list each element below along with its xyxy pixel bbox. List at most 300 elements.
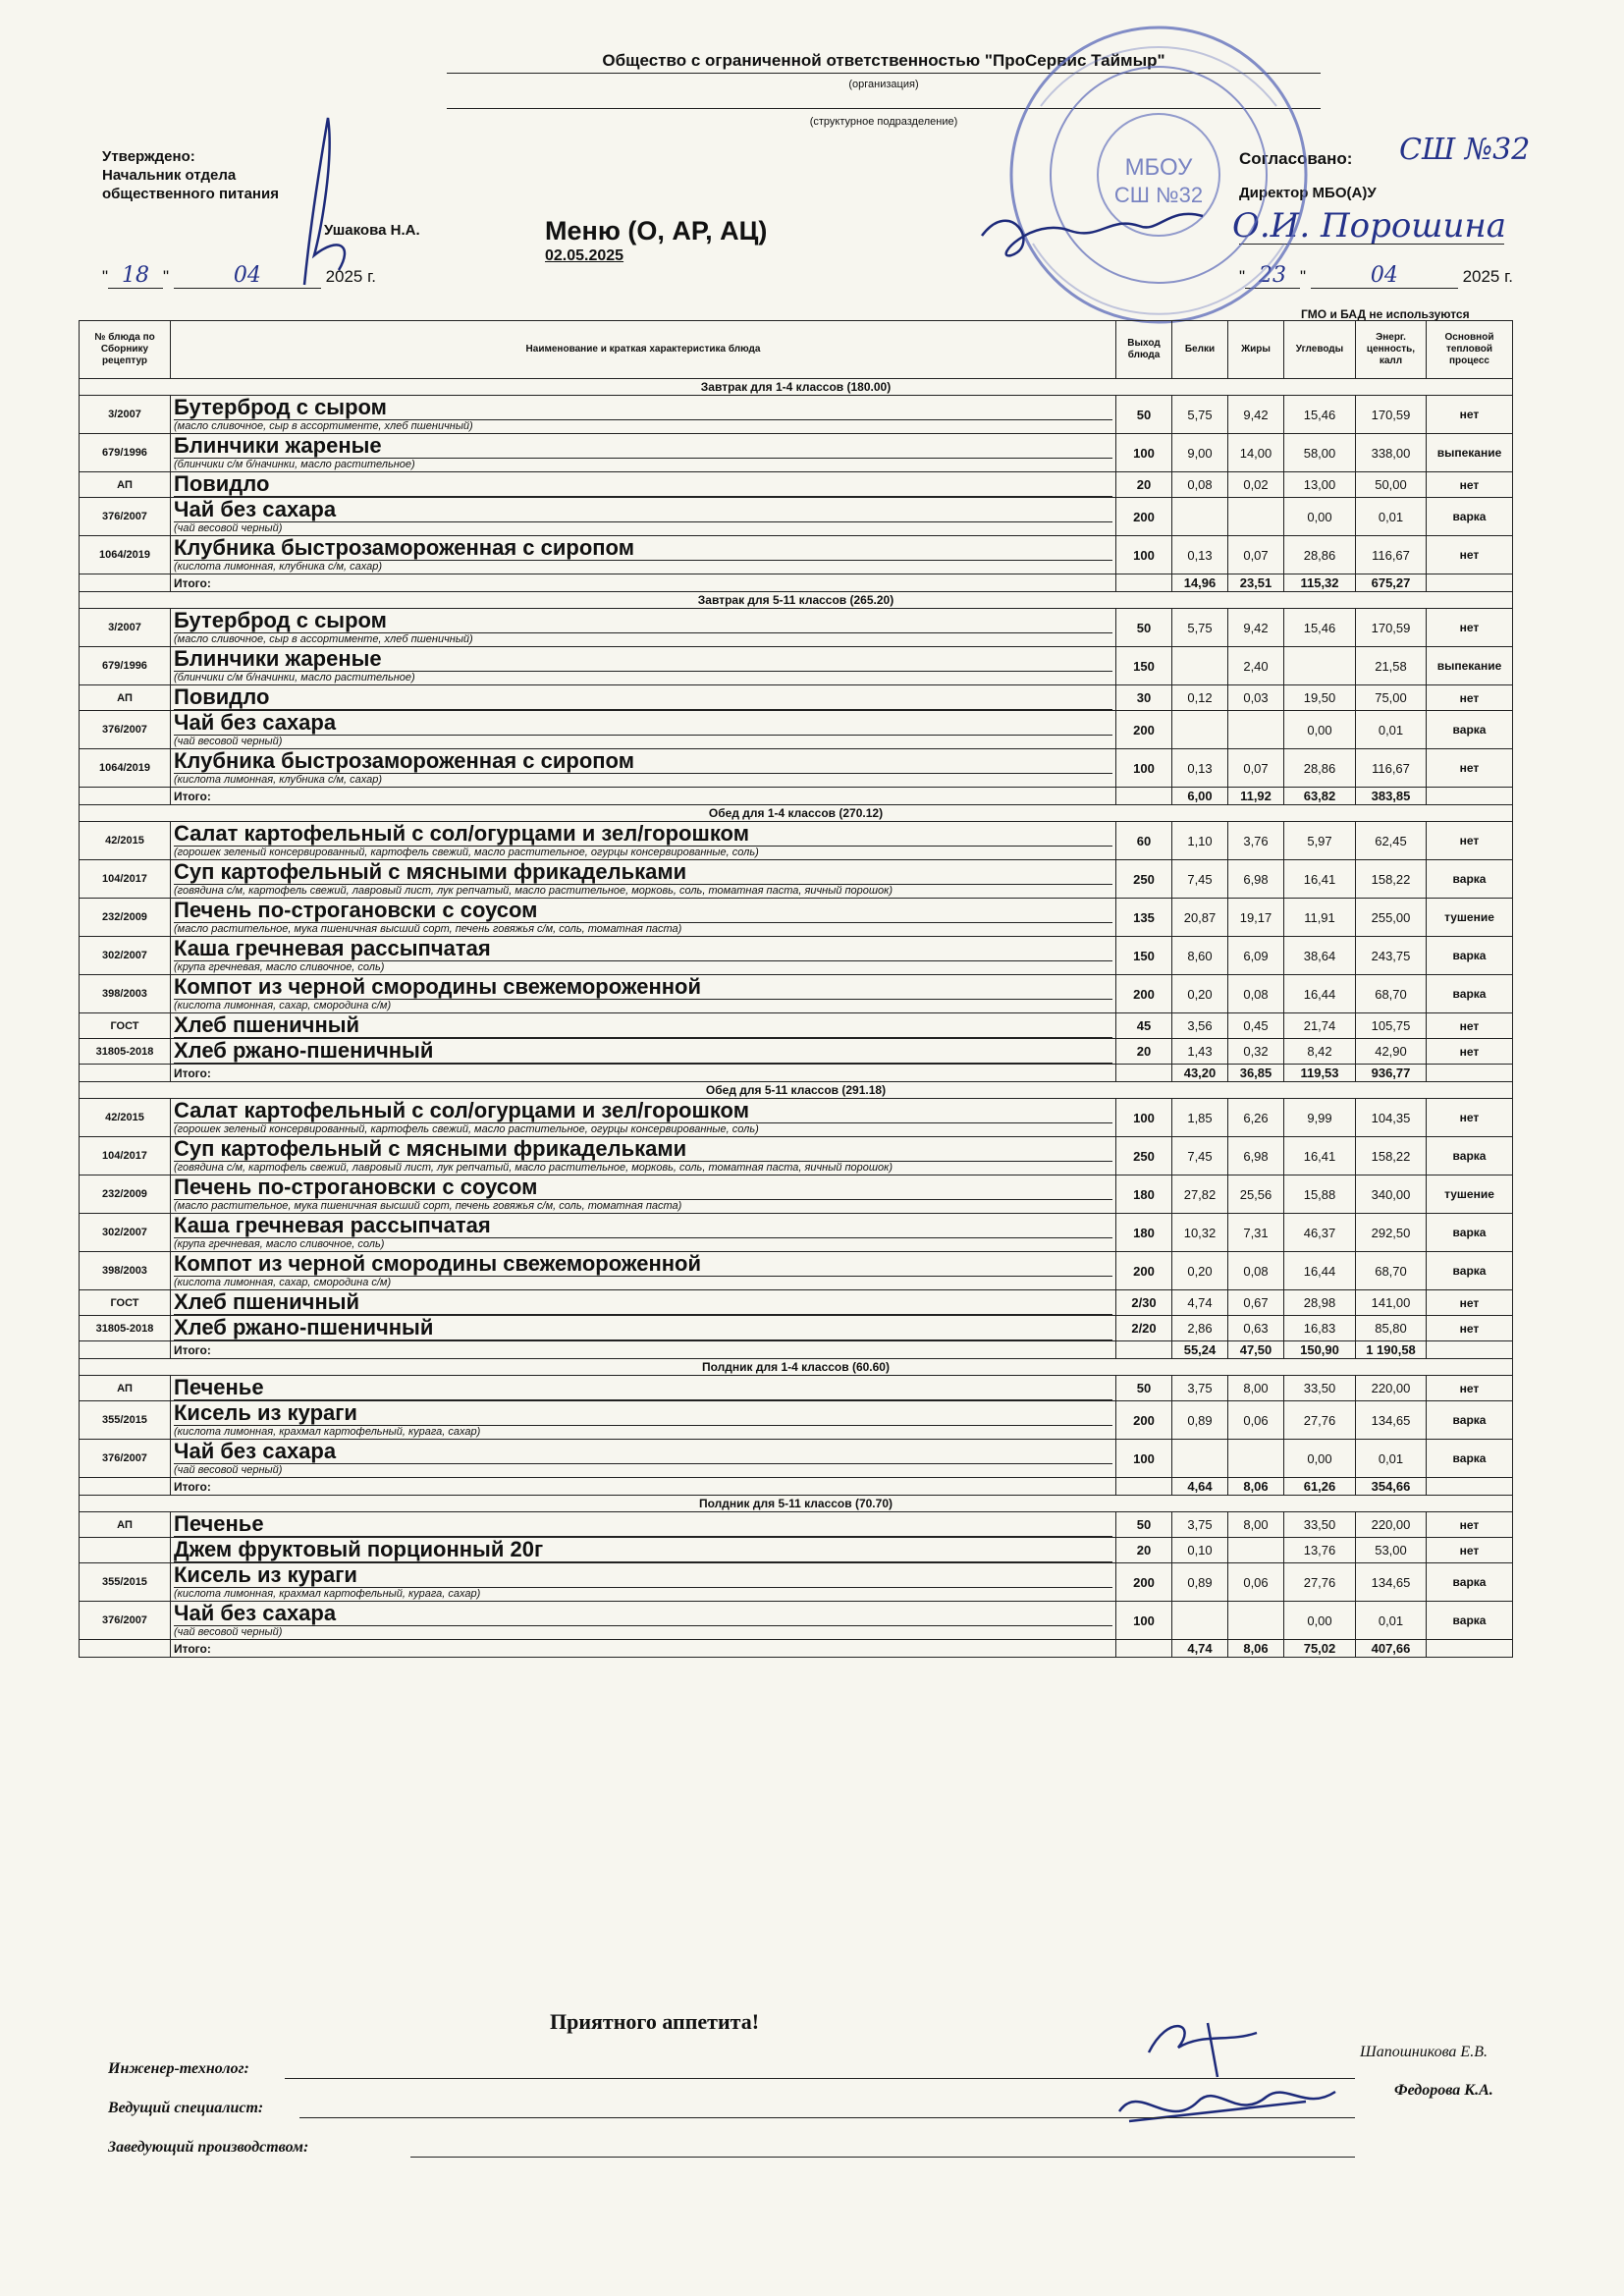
section-row [80, 1496, 1513, 1512]
dish-energy: 62,45 [1356, 822, 1427, 860]
dish-name: Хлеб пшеничный [174, 1290, 1112, 1315]
approver-signature-icon [245, 98, 383, 295]
agreed-year: 2025 г. [1462, 267, 1513, 286]
dish-energy: 220,00 [1356, 1512, 1427, 1538]
dish-energy: 0,01 [1356, 1602, 1427, 1640]
dish-process: нет [1427, 472, 1513, 498]
table-row [80, 1252, 1513, 1290]
dish-fat: 3,76 [1228, 822, 1284, 860]
table-row [80, 822, 1513, 860]
dish-process: нет [1427, 396, 1513, 434]
table-row [80, 609, 1513, 647]
total-label: Итого: [171, 1065, 1116, 1082]
total-energy: 383,85 [1356, 788, 1427, 805]
dish-carbs: 0,00 [1284, 711, 1356, 749]
dish-protein: 5,75 [1172, 609, 1228, 647]
total-label: Итого: [171, 574, 1116, 592]
dish-cell [171, 749, 1116, 788]
dish-cell [171, 536, 1116, 574]
table-row [80, 1316, 1513, 1341]
dish-energy: 243,75 [1356, 937, 1427, 975]
table-row [80, 975, 1513, 1013]
section-title: Завтрак для 1-4 классов (180.00) [80, 379, 1513, 396]
dish-fat: 0,08 [1228, 975, 1284, 1013]
dish-fat: 6,09 [1228, 937, 1284, 975]
dish-process: нет [1427, 1538, 1513, 1563]
dish-protein: 4,74 [1172, 1290, 1228, 1316]
engineer-line [285, 2078, 1355, 2079]
dish-process: варка [1427, 1137, 1513, 1175]
dish-code: АП [80, 685, 171, 711]
dish-code: АП [80, 1512, 171, 1538]
dish-name: Хлеб пшеничный [174, 1013, 1112, 1038]
dish-code: 1064/2019 [80, 536, 171, 574]
dish-process: тушение [1427, 899, 1513, 937]
dish-fat: 2,40 [1228, 647, 1284, 685]
dish-process: тушение [1427, 1175, 1513, 1214]
total-empty [80, 1640, 171, 1658]
stamp-center-text: МБОУ [1124, 154, 1193, 181]
total-row [80, 1478, 1513, 1496]
dish-cell [171, 1252, 1116, 1290]
dish-cell [171, 860, 1116, 899]
dish-carbs: 28,86 [1284, 749, 1356, 788]
dish-output: 20 [1116, 1039, 1172, 1065]
table-row [80, 1512, 1513, 1538]
dish-carbs: 28,98 [1284, 1290, 1356, 1316]
dish-output: 100 [1116, 1099, 1172, 1137]
total-row [80, 1640, 1513, 1658]
total-protein: 4,64 [1172, 1478, 1228, 1496]
dish-cell [171, 975, 1116, 1013]
organization-name: Общество с ограниченной ответственностью "ПроСервис Таймыр" [447, 51, 1321, 74]
dish-process: варка [1427, 1563, 1513, 1602]
dish-energy: 134,65 [1356, 1401, 1427, 1440]
dish-protein: 3,56 [1172, 1013, 1228, 1039]
dish-protein: 1,43 [1172, 1039, 1228, 1065]
table-row [80, 1563, 1513, 1602]
dish-description: (масло сливочное, сыр в ассортименте, хлеб пшеничный) [174, 420, 473, 432]
dish-cell [171, 647, 1116, 685]
dish-name: Печенье [174, 1512, 1112, 1537]
dish-name: Чай без сахара [174, 498, 1112, 522]
table-row [80, 1538, 1513, 1563]
dish-description: (крупа гречневая, масло сливочное, соль) [174, 961, 385, 973]
dish-protein [1172, 647, 1228, 685]
total-label: Итого: [171, 1640, 1116, 1658]
section-row [80, 805, 1513, 822]
dish-name: Каша гречневая рассыпчатая [174, 1214, 1112, 1238]
dish-name: Клубника быстрозамороженная с сиропом [174, 536, 1112, 561]
dish-code: 3/2007 [80, 609, 171, 647]
dish-code [80, 1538, 171, 1563]
dish-process: варка [1427, 975, 1513, 1013]
dish-name: Бутерброд с сыром [174, 609, 1112, 633]
dish-description: (кислота лимонная, сахар, смородина с/м) [174, 1277, 392, 1288]
dish-process: варка [1427, 1602, 1513, 1640]
dish-fat: 9,42 [1228, 609, 1284, 647]
footer-wish: Приятного аппетита! [550, 2009, 760, 2034]
total-label: Итого: [171, 788, 1116, 805]
dish-energy: 42,90 [1356, 1039, 1427, 1065]
table-row [80, 860, 1513, 899]
total-row [80, 788, 1513, 805]
engineer-label: Инженер-технолог: [108, 2060, 249, 2077]
dish-output: 200 [1116, 1563, 1172, 1602]
dish-cell [171, 472, 1116, 498]
table-row [80, 1039, 1513, 1065]
section-row [80, 1082, 1513, 1099]
agreed-handwritten-sign: О.И. Порошина [1232, 206, 1507, 246]
dish-fat: 0,02 [1228, 472, 1284, 498]
dish-output: 100 [1116, 1602, 1172, 1640]
dish-code: 398/2003 [80, 1252, 171, 1290]
dish-protein: 27,82 [1172, 1175, 1228, 1214]
dish-carbs: 15,46 [1284, 396, 1356, 434]
table-row [80, 1290, 1513, 1316]
total-row [80, 1341, 1513, 1359]
total-protein: 6,00 [1172, 788, 1228, 805]
col-name: Наименование и краткая характеристика блюда [171, 321, 1116, 379]
dish-code: 1064/2019 [80, 749, 171, 788]
dish-fat: 6,26 [1228, 1099, 1284, 1137]
dish-protein: 0,20 [1172, 975, 1228, 1013]
dish-protein: 10,32 [1172, 1214, 1228, 1252]
dish-energy: 134,65 [1356, 1563, 1427, 1602]
dish-fat: 7,31 [1228, 1214, 1284, 1252]
dish-description: (кислота лимонная, клубника с/м, сахар) [174, 774, 383, 786]
dish-protein: 0,08 [1172, 472, 1228, 498]
dish-code: 376/2007 [80, 711, 171, 749]
dish-code: 398/2003 [80, 975, 171, 1013]
total-protein: 14,96 [1172, 574, 1228, 592]
total-protein: 4,74 [1172, 1640, 1228, 1658]
total-energy: 1 190,58 [1356, 1341, 1427, 1359]
dish-fat: 25,56 [1228, 1175, 1284, 1214]
dish-energy: 340,00 [1356, 1175, 1427, 1214]
dish-carbs: 0,00 [1284, 1440, 1356, 1478]
dish-energy: 141,00 [1356, 1290, 1427, 1316]
dish-cell [171, 1214, 1116, 1252]
section-title: Обед для 5-11 классов (291.18) [80, 1082, 1513, 1099]
dish-name: Клубника быстрозамороженная с сиропом [174, 749, 1112, 774]
dish-output: 30 [1116, 685, 1172, 711]
engineer-name: Шапошникова Е.В. [1360, 2044, 1488, 2060]
dish-energy: 85,80 [1356, 1316, 1427, 1341]
dish-description: (горошек зеленый консервированный, картофель свежий, масло растительное, огурцы консервированные, соль) [174, 1123, 759, 1135]
dish-code: ГОСТ [80, 1013, 171, 1039]
stamp-center-text-2: СШ №32 [1113, 183, 1204, 207]
dish-protein: 8,60 [1172, 937, 1228, 975]
dish-output: 200 [1116, 1401, 1172, 1440]
dish-cell [171, 1099, 1116, 1137]
dish-code: 3/2007 [80, 396, 171, 434]
dish-protein: 0,13 [1172, 536, 1228, 574]
dish-protein [1172, 711, 1228, 749]
dish-description: (крупа гречневая, масло сливочное, соль) [174, 1238, 385, 1250]
total-out-empty [1116, 788, 1172, 805]
section-title: Обед для 1-4 классов (270.12) [80, 805, 1513, 822]
col-fat: Жиры [1228, 321, 1284, 379]
dish-cell [171, 609, 1116, 647]
approved-day: 18 [108, 263, 163, 289]
dish-protein: 3,75 [1172, 1512, 1228, 1538]
dish-process: нет [1427, 1376, 1513, 1401]
dish-process: варка [1427, 711, 1513, 749]
dish-output: 50 [1116, 1376, 1172, 1401]
dish-output: 100 [1116, 434, 1172, 472]
dish-cell [171, 1563, 1116, 1602]
dish-output: 50 [1116, 396, 1172, 434]
dish-description: (кислота лимонная, сахар, смородина с/м) [174, 1000, 392, 1011]
approved-name: Ушакова Н.А. [324, 222, 420, 239]
dish-description: (чай весовой черный) [174, 736, 283, 747]
table-row [80, 1214, 1513, 1252]
dish-carbs: 8,42 [1284, 1039, 1356, 1065]
lead-name: Федорова К.А. [1394, 2082, 1493, 2099]
staff-signatures-icon [1110, 2003, 1345, 2141]
dish-energy: 170,59 [1356, 396, 1427, 434]
total-empty [80, 574, 171, 592]
table-row [80, 1401, 1513, 1440]
total-process-empty [1427, 788, 1513, 805]
dish-name: Бутерброд с сыром [174, 396, 1112, 420]
dish-carbs: 58,00 [1284, 434, 1356, 472]
dish-carbs: 27,76 [1284, 1563, 1356, 1602]
table-row [80, 899, 1513, 937]
approved-date: " 18 " 04 2025 г. [102, 263, 376, 288]
dish-output: 50 [1116, 609, 1172, 647]
table-header-row [80, 321, 1513, 379]
dish-cell [171, 937, 1116, 975]
agreed-handwritten-note: СШ №32 [1399, 133, 1531, 167]
agreed-label: Согласовано: [1239, 149, 1353, 168]
dish-carbs: 0,00 [1284, 1602, 1356, 1640]
agreed-date: " 23 " 04 2025 г. [1239, 263, 1513, 288]
dish-output: 180 [1116, 1214, 1172, 1252]
dish-process: варка [1427, 1214, 1513, 1252]
dish-code: 31805-2018 [80, 1039, 171, 1065]
dish-output: 100 [1116, 749, 1172, 788]
total-carbs: 61,26 [1284, 1478, 1356, 1496]
section-title: Полдник для 1-4 классов (60.60) [80, 1359, 1513, 1376]
dish-fat: 0,67 [1228, 1290, 1284, 1316]
dish-cell [171, 1602, 1116, 1640]
col-protein: Белки [1172, 321, 1228, 379]
dish-carbs: 19,50 [1284, 685, 1356, 711]
section-row [80, 1359, 1513, 1376]
dish-energy: 0,01 [1356, 711, 1427, 749]
dish-code: 376/2007 [80, 1602, 171, 1640]
dish-energy: 158,22 [1356, 1137, 1427, 1175]
dish-energy: 338,00 [1356, 434, 1427, 472]
dish-output: 2/30 [1116, 1290, 1172, 1316]
menu-title: Меню (О, АР, АЦ) [545, 216, 768, 246]
dish-name: Салат картофельный с сол/огурцами и зел/горошком [174, 822, 1112, 847]
total-protein: 43,20 [1172, 1065, 1228, 1082]
dish-carbs [1284, 647, 1356, 685]
dish-name: Хлеб ржано-пшеничный [174, 1316, 1112, 1340]
approved-position-2: общественного питания [102, 186, 279, 202]
dish-output: 150 [1116, 937, 1172, 975]
table-row [80, 685, 1513, 711]
dish-output: 100 [1116, 1440, 1172, 1478]
dish-cell [171, 396, 1116, 434]
dish-code: 302/2007 [80, 937, 171, 975]
dish-output: 250 [1116, 860, 1172, 899]
total-empty [80, 1341, 171, 1359]
dish-protein: 5,75 [1172, 396, 1228, 434]
dish-carbs: 33,50 [1284, 1376, 1356, 1401]
menu-date: 02.05.2025 [545, 247, 624, 264]
dish-description: (кислота лимонная, крахмал картофельный, курага, сахар) [174, 1588, 481, 1600]
agreed-day: 23 [1245, 263, 1300, 289]
dish-process: нет [1427, 1099, 1513, 1137]
dish-cell [171, 685, 1116, 711]
head-line [410, 2157, 1355, 2158]
dish-energy: 158,22 [1356, 860, 1427, 899]
dish-process: нет [1427, 1512, 1513, 1538]
dish-process: нет [1427, 1039, 1513, 1065]
dish-energy: 75,00 [1356, 685, 1427, 711]
lead-line [299, 2117, 1355, 2118]
table-row [80, 1137, 1513, 1175]
total-energy: 407,66 [1356, 1640, 1427, 1658]
col-process: Основной тепловой процесс [1427, 321, 1513, 379]
dish-code: ГОСТ [80, 1290, 171, 1316]
dish-output: 45 [1116, 1013, 1172, 1039]
dish-name: Повидло [174, 472, 1112, 497]
dish-code: 232/2009 [80, 899, 171, 937]
dish-protein [1172, 498, 1228, 536]
dish-carbs: 16,41 [1284, 1137, 1356, 1175]
dish-protein: 0,89 [1172, 1563, 1228, 1602]
dish-fat [1228, 1440, 1284, 1478]
dish-fat: 6,98 [1228, 860, 1284, 899]
total-carbs: 63,82 [1284, 788, 1356, 805]
dish-carbs: 38,64 [1284, 937, 1356, 975]
dish-energy: 68,70 [1356, 975, 1427, 1013]
dish-description: (блинчики с/м б/начинки, масло растительное) [174, 459, 415, 470]
dish-description: (говядина с/м, картофель свежий, лавровый лист, лук репчатый, масло растительное, морковь, соль, томатная паста, яичный порошок) [174, 885, 893, 897]
dish-description: (масло растительное, мука пшеничная высший сорт, печень говяжья с/м, соль, томатная паста) [174, 923, 682, 935]
dish-description: (блинчики с/м б/начинки, масло растительное) [174, 672, 415, 683]
table-row [80, 434, 1513, 472]
dish-process: нет [1427, 1316, 1513, 1341]
total-empty [80, 788, 171, 805]
dish-carbs: 13,76 [1284, 1538, 1356, 1563]
total-row [80, 1065, 1513, 1082]
dish-description: (чай весовой черный) [174, 1626, 283, 1638]
dish-carbs: 16,44 [1284, 1252, 1356, 1290]
dish-name: Печенье [174, 1376, 1112, 1400]
total-label: Итого: [171, 1478, 1116, 1496]
approved-year: 2025 г. [325, 267, 376, 286]
dish-cell [171, 1512, 1116, 1538]
dish-process: варка [1427, 1440, 1513, 1478]
table-row [80, 396, 1513, 434]
dish-output: 200 [1116, 1252, 1172, 1290]
approved-position-1: Начальник отдела [102, 167, 237, 184]
dish-cell [171, 822, 1116, 860]
dish-fat [1228, 498, 1284, 536]
total-fat: 23,51 [1228, 574, 1284, 592]
dish-carbs: 16,44 [1284, 975, 1356, 1013]
dish-process: нет [1427, 749, 1513, 788]
dish-carbs: 33,50 [1284, 1512, 1356, 1538]
total-fat: 47,50 [1228, 1341, 1284, 1359]
table-row [80, 749, 1513, 788]
section-title: Полдник для 5-11 классов (70.70) [80, 1496, 1513, 1512]
dish-process: выпекание [1427, 647, 1513, 685]
dish-name: Печень по-строгановски с соусом [174, 1175, 1112, 1200]
dish-output: 20 [1116, 472, 1172, 498]
total-carbs: 75,02 [1284, 1640, 1356, 1658]
table-row [80, 1013, 1513, 1039]
dish-process: выпекание [1427, 434, 1513, 472]
dish-protein: 7,45 [1172, 1137, 1228, 1175]
dish-cell [171, 1013, 1116, 1039]
dish-cell [171, 1376, 1116, 1401]
dish-energy: 116,67 [1356, 749, 1427, 788]
dish-fat: 0,07 [1228, 749, 1284, 788]
dish-fat [1228, 1538, 1284, 1563]
dish-code: АП [80, 472, 171, 498]
dish-process: варка [1427, 498, 1513, 536]
dish-code: 104/2017 [80, 860, 171, 899]
dish-fat: 0,03 [1228, 685, 1284, 711]
table-row [80, 498, 1513, 536]
dish-process: варка [1427, 1401, 1513, 1440]
dish-cell [171, 1401, 1116, 1440]
dish-carbs: 15,88 [1284, 1175, 1356, 1214]
dish-name: Блинчики жареные [174, 434, 1112, 459]
total-fat: 11,92 [1228, 788, 1284, 805]
dish-cell [171, 899, 1116, 937]
dish-name: Чай без сахара [174, 711, 1112, 736]
table-row [80, 647, 1513, 685]
dish-cell [171, 1137, 1116, 1175]
total-energy: 675,27 [1356, 574, 1427, 592]
total-out-empty [1116, 1640, 1172, 1658]
total-fat: 36,85 [1228, 1065, 1284, 1082]
dish-protein: 1,10 [1172, 822, 1228, 860]
dish-description: (кислота лимонная, крахмал картофельный, курага, сахар) [174, 1426, 481, 1438]
dish-energy: 170,59 [1356, 609, 1427, 647]
dish-energy: 53,00 [1356, 1538, 1427, 1563]
dish-carbs: 28,86 [1284, 536, 1356, 574]
dish-process: нет [1427, 609, 1513, 647]
dish-fat [1228, 711, 1284, 749]
dish-code: 302/2007 [80, 1214, 171, 1252]
dish-name: Печень по-строгановски с соусом [174, 899, 1112, 923]
approved-month: 04 [174, 263, 321, 289]
dish-protein: 20,87 [1172, 899, 1228, 937]
total-process-empty [1427, 1640, 1513, 1658]
dish-process: нет [1427, 536, 1513, 574]
dish-name: Чай без сахара [174, 1602, 1112, 1626]
dish-name: Повидло [174, 685, 1112, 710]
dish-process: нет [1427, 822, 1513, 860]
dish-process: варка [1427, 937, 1513, 975]
dish-output: 250 [1116, 1137, 1172, 1175]
col-energy: Энерг. ценность, калл [1356, 321, 1427, 379]
dish-protein: 9,00 [1172, 434, 1228, 472]
dish-name: Суп картофельный с мясными фрикадельками [174, 1137, 1112, 1162]
dish-process: нет [1427, 685, 1513, 711]
dish-protein [1172, 1440, 1228, 1478]
dish-code: 42/2015 [80, 822, 171, 860]
